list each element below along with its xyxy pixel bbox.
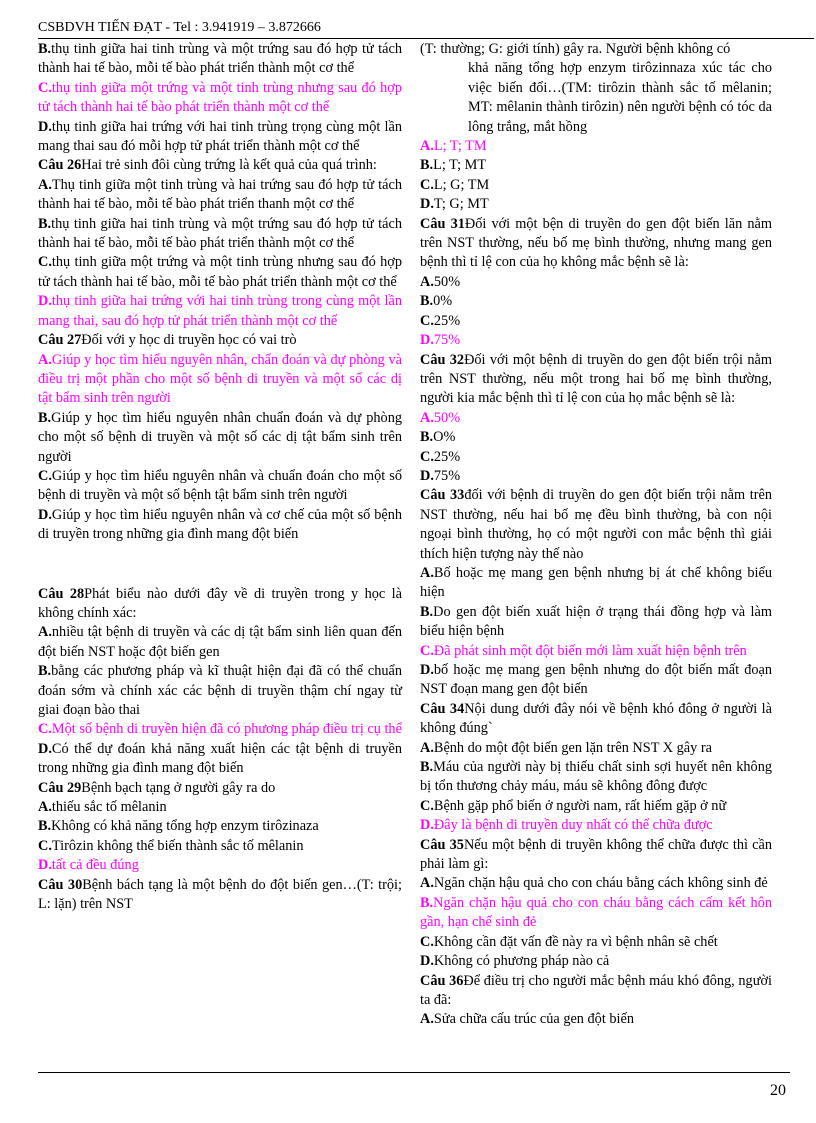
text-line — [38, 662, 402, 720]
text-line — [420, 797, 772, 816]
option-text: nhiều tật bệnh di truyền và các dị tật bẩm sinh liên quan đến đột biến NST hoặc đột biến gen — [38, 624, 402, 660]
text-line — [420, 409, 772, 428]
option-letter: C. — [38, 467, 52, 484]
option-text: (T: thường; G: giới tính) gây ra. Người bệnh không có — [420, 41, 731, 57]
option-letter: D. — [420, 817, 434, 834]
question-number: Câu 28 — [38, 585, 85, 602]
question-number: Câu 35 — [420, 836, 464, 853]
option-letter: A. — [38, 351, 52, 368]
option-letter: C. — [38, 721, 52, 738]
option-text: thụ tinh giữa hai tinh trùng và một trứng sau đó hợp tử tách thành hai tế bào, mỗi tế bào phát triển thành một cơ thể — [38, 215, 402, 252]
question-text: Đối với y học di truyền học có vai trò — [81, 332, 297, 349]
text-line — [420, 273, 772, 292]
question-text: Đối với một bệnh di truyền do gen đột biến trội nằm trên NST thường, nếu một trong hai bố mẹ bình thường, người kia mắc bệnh thì tỉ lệ con của họ mắc bệnh sẽ là: — [420, 351, 772, 407]
option-text: Không cần đặt vấn đề này ra vì bệnh nhân sẽ chết — [433, 933, 718, 950]
text-line — [38, 467, 402, 506]
option-letter: D. — [420, 953, 434, 970]
text-line — [420, 564, 772, 603]
option-letter: A. — [38, 799, 52, 816]
question-text: Bệnh bách tạng là một bệnh do đột biến gen…(T: trội; L: lặn) trên NST — [38, 876, 402, 913]
page-number: 20 — [770, 1082, 786, 1099]
option-text: Một số bệnh di truyền hiện đã có phương pháp điều trị cụ thể — [51, 721, 402, 738]
text-line — [420, 758, 772, 797]
text-line — [38, 118, 402, 157]
question-stem — [38, 585, 402, 624]
option-letter: B. — [420, 603, 434, 620]
option-letter: C. — [420, 176, 434, 193]
option-text: Giúp y học tìm hiểu nguyên nhân và cơ chế của một số bệnh di truyền trong những gia đình mang đột biến — [38, 506, 402, 543]
question-number: Câu 33 — [420, 487, 465, 504]
option-letter: B. — [420, 157, 434, 174]
option-text: 25% — [433, 448, 461, 465]
text-line — [38, 253, 402, 292]
option-text: Tirôzin không thể biến thành sắc tố mêlanin — [51, 837, 304, 854]
text-line — [38, 292, 402, 331]
option-text: Giúp y học tìm hiểu nguyên nhân, chẩn đoán và dự phòng và điều trị một phần cho một số bệnh di truyền và một số các dị tật bẩm sinh trên người — [38, 351, 402, 407]
text-line — [420, 739, 772, 758]
question-number: Câu 29 — [38, 779, 82, 796]
left-column — [38, 40, 402, 914]
option-letter: A. — [420, 273, 434, 290]
question-stem — [420, 486, 772, 564]
option-text: O% — [433, 429, 456, 446]
option-text: thụ tinh giữa một trứng và một tinh trùng nhưng sau đó hợp tử tách thành hai tế bào phát triển thành một cơ thể — [38, 79, 402, 116]
text-line — [420, 816, 772, 835]
question-stem — [420, 836, 772, 875]
text-line — [420, 292, 772, 311]
text-line — [420, 1010, 772, 1029]
question-text: Nội dung dưới đây nói về bệnh khó đông ở người là không đúng` — [420, 700, 772, 737]
footer-rule — [38, 1072, 790, 1073]
option-text: bằng các phương pháp và kĩ thuật hiện đại đã có thể chuẩn đoán sớm và chính xác các bệnh di truyền thậm chí ngay từ giai đoạn bào thai — [38, 663, 402, 718]
option-text: Bố hoặc mẹ mang gen bệnh nhưng bị át chế không biểu hiện — [420, 564, 772, 601]
text-line — [38, 409, 402, 467]
option-letter: A. — [420, 138, 434, 155]
option-letter: A. — [38, 176, 52, 193]
option-letter: A. — [420, 739, 434, 756]
option-text: Không có khả năng tổng hợp enzym tirôzinaza — [51, 818, 319, 835]
text-line — [38, 351, 402, 409]
text-line — [38, 720, 402, 739]
text-line — [420, 448, 772, 467]
option-letter: D. — [420, 332, 434, 349]
option-text: thụ tinh giữa hai tinh trùng và một trứng sau đó hợp tử tách thành hai tế bào, mỗi tế bào phát triển thành một cơ thể — [38, 41, 402, 77]
question-text: Bệnh bạch tạng ở người gây ra do — [81, 779, 276, 796]
option-letter: B. — [38, 215, 52, 232]
text-line — [38, 623, 402, 662]
option-letter: B. — [420, 429, 434, 446]
question-stem — [420, 700, 772, 739]
text-line — [38, 837, 402, 856]
option-letter: B. — [38, 818, 52, 835]
option-letter: C. — [420, 933, 434, 950]
option-text: khả năng tổng hợp enzym tirôzinnaza xúc tác cho việc biến đổi…(TM: tirôzin thành sắc tố mêlanin; MT: mêlanin thành tirôzin) nên người bệnh có tóc da lông trắng, mắt hồng — [468, 60, 772, 135]
text-line — [420, 642, 772, 661]
text-line — [38, 176, 402, 215]
text-line — [38, 798, 402, 817]
option-letter: A. — [38, 624, 52, 641]
text-line — [420, 894, 772, 933]
option-text: thụ tinh giữa hai trứng với hai tinh trùng trọng cùng một lần mang thai sau đó mỗi hợp tử phát triển thành một cơ thể — [38, 118, 402, 155]
option-text: L; T; TM — [433, 138, 487, 155]
question-text: Hai trẻ sinh đôi cùng trứng là kết quả của quá trình: — [81, 157, 377, 174]
text-line — [420, 933, 772, 952]
option-text: 75% — [433, 467, 461, 484]
option-letter: B. — [420, 293, 434, 310]
question-stem — [420, 972, 772, 1011]
option-letter: D. — [38, 857, 52, 874]
option-text: Ngăn chặn hậu quả cho con cháu bằng cách cấm kết hôn gần, hạn chế sinh đẻ — [420, 894, 772, 931]
text-line — [38, 79, 402, 118]
question-stem — [38, 331, 402, 350]
question-stem — [420, 215, 772, 273]
text-line — [38, 740, 402, 779]
text-line — [420, 952, 772, 971]
option-text: Đây là bệnh di truyền duy nhất có thể chữa được — [433, 817, 713, 834]
question-text: Đối với một bện di truyền do gen đột biến lăn nằm trên NST thường, nếu bố mẹ bình thường, nhưng mang gen bệnh thì tỉ lệ con của họ không mắc bệnh sẽ là: — [420, 215, 773, 271]
text-line — [420, 176, 772, 195]
question-text: Nếu một bệnh di truyền không thể chữa được thì cần phải làm gì: — [420, 836, 773, 873]
option-letter: D. — [38, 118, 52, 135]
question-stem — [38, 779, 402, 798]
text-line — [420, 661, 772, 700]
option-text: Bệnh do một đột biến gen lặn trên NST X gây ra — [433, 739, 712, 756]
option-text: Máu của người này bị thiếu chất sinh sợi huyết nên không bị tổn thương chảy máu, máu sẽ không đông được — [420, 759, 772, 795]
option-text: 0% — [433, 293, 453, 310]
option-letter: B. — [38, 663, 52, 680]
option-letter: B. — [420, 759, 434, 776]
text-line — [420, 156, 772, 175]
option-letter: D. — [38, 293, 52, 310]
option-letter: C. — [420, 312, 434, 329]
question-number: Câu 34 — [420, 700, 465, 717]
option-text: Do gen đột biến xuất hiện ở trạng thái đồng hợp và làm biểu hiện bệnh — [420, 603, 772, 640]
question-number: Câu 32 — [420, 351, 465, 368]
option-text: Có thể dự đoán khả năng xuất hiện các tật bệnh di truyền trong những gia đình mang đột biến — [38, 740, 402, 777]
question-number: Câu 30 — [38, 876, 83, 893]
option-letter: D. — [38, 740, 52, 757]
text-line — [420, 428, 772, 447]
option-text: L; T; MT — [433, 157, 487, 174]
text-line — [420, 195, 772, 214]
option-letter: B. — [38, 41, 52, 57]
question-number: Câu 26 — [38, 157, 82, 174]
text-line — [38, 40, 402, 79]
option-letter: A. — [420, 564, 434, 581]
option-text: tất cả đều đúng — [51, 857, 139, 874]
option-text: 50% — [433, 409, 461, 426]
option-text: L; G; TM — [433, 176, 490, 193]
blank-space — [38, 545, 402, 585]
question-text: đối với bệnh di truyền do gen đột biến trội nằm trên NST thường, nếu hai bố mẹ đều bình thường, bà con nội ngoại bình thường, họ có một người con mắc bệnh thì giải thích hiện tượng này thế nào — [420, 487, 772, 562]
page-header: CSBDVH TIẾN ĐẠT - Tel : 3.941919 – 3.872666 — [38, 18, 814, 39]
option-text: Sửa chữa cấu trúc của gen đột biến — [433, 1011, 634, 1028]
question-stem — [420, 351, 772, 409]
option-text: Thụ tinh giữa một tinh trùng và hai trứng sau đó hợp tử tách thành hai tế bào, mỗi tế bào phát triển thanh một cơ thể — [38, 176, 402, 213]
text-line — [38, 215, 402, 254]
option-text: 50% — [433, 273, 461, 290]
option-text: 25% — [433, 312, 461, 329]
text-line — [420, 331, 772, 350]
text-line — [38, 856, 402, 875]
option-text: T; G; MT — [433, 196, 489, 213]
option-letter: C. — [420, 642, 434, 659]
question-stem — [38, 876, 402, 915]
question-text: Phát biểu nào dưới đây về di truyền trong y học là không chính xác: — [38, 585, 402, 621]
option-letter: C. — [38, 837, 52, 854]
text-line — [38, 506, 402, 545]
option-letter: C. — [38, 254, 52, 271]
option-text: thiếu sắc tố mêlanin — [51, 799, 167, 816]
question-stem — [38, 156, 402, 175]
text-line — [420, 59, 772, 137]
option-text: 75% — [433, 332, 461, 349]
question-number: Câu 31 — [420, 215, 465, 232]
option-letter: D. — [420, 467, 434, 484]
right-column — [420, 40, 772, 1030]
option-text: thụ tinh giữa một trứng và một tinh trùng nhưng sau đó hợp tử tách thành hai tế bào, mỗi tế bào phát triển thành một cơ thể — [38, 254, 402, 290]
option-letter: D. — [420, 196, 434, 213]
text-line — [420, 137, 772, 156]
text-line — [420, 874, 772, 893]
option-text: Đã phát sinh một đột biến mới làm xuất hiện bệnh trên — [433, 642, 747, 659]
question-number: Câu 36 — [420, 972, 464, 989]
option-letter: D. — [420, 662, 434, 678]
question-text: Để điều trị cho người mắc bệnh máu khó đông, người ta đã: — [420, 972, 772, 1008]
option-letter: C. — [420, 448, 434, 465]
question-number: Câu 27 — [38, 332, 82, 349]
option-text: Giúp y học tìm hiểu nguyên nhân chuẩn đoán và dự phòng cho một số bệnh di truyền và một số các dị tật bẩm sinh trên người — [38, 409, 402, 465]
text-line — [420, 603, 772, 642]
option-text: Bệnh gặp phổ biến ở người nam, rất hiếm gặp ở nữ — [433, 797, 727, 814]
option-letter: A. — [420, 409, 434, 426]
option-letter: B. — [38, 409, 52, 426]
text-line — [420, 40, 772, 59]
text-line — [420, 312, 772, 331]
text-line — [38, 817, 402, 836]
option-letter: C. — [38, 79, 52, 96]
option-text: Không có phương pháp nào cả — [433, 953, 610, 970]
option-letter: B. — [420, 894, 434, 911]
option-letter: A. — [420, 875, 434, 892]
option-text: Giúp y học tìm hiểu nguyên nhân và chuẩn đoán cho một số bệnh di truyền và một số bệnh tật bẩm sinh trên người — [38, 467, 402, 504]
option-text: Ngăn chặn hậu quả cho con cháu bằng cách không sinh đẻ — [433, 875, 768, 892]
text-line — [420, 467, 772, 486]
option-text: thụ tinh giữa hai trứng với hai tinh trùng trong cùng một lần mang thai, sau đó hợp tử phát triển thành một cơ thể — [38, 293, 402, 329]
option-text: bố hoặc mẹ mang gen bệnh nhưng do đột biến mất đoạn NST đoạn mang gen đột biến — [420, 662, 772, 698]
option-letter: C. — [420, 797, 434, 814]
option-letter: A. — [420, 1011, 434, 1028]
option-letter: D. — [38, 506, 52, 523]
